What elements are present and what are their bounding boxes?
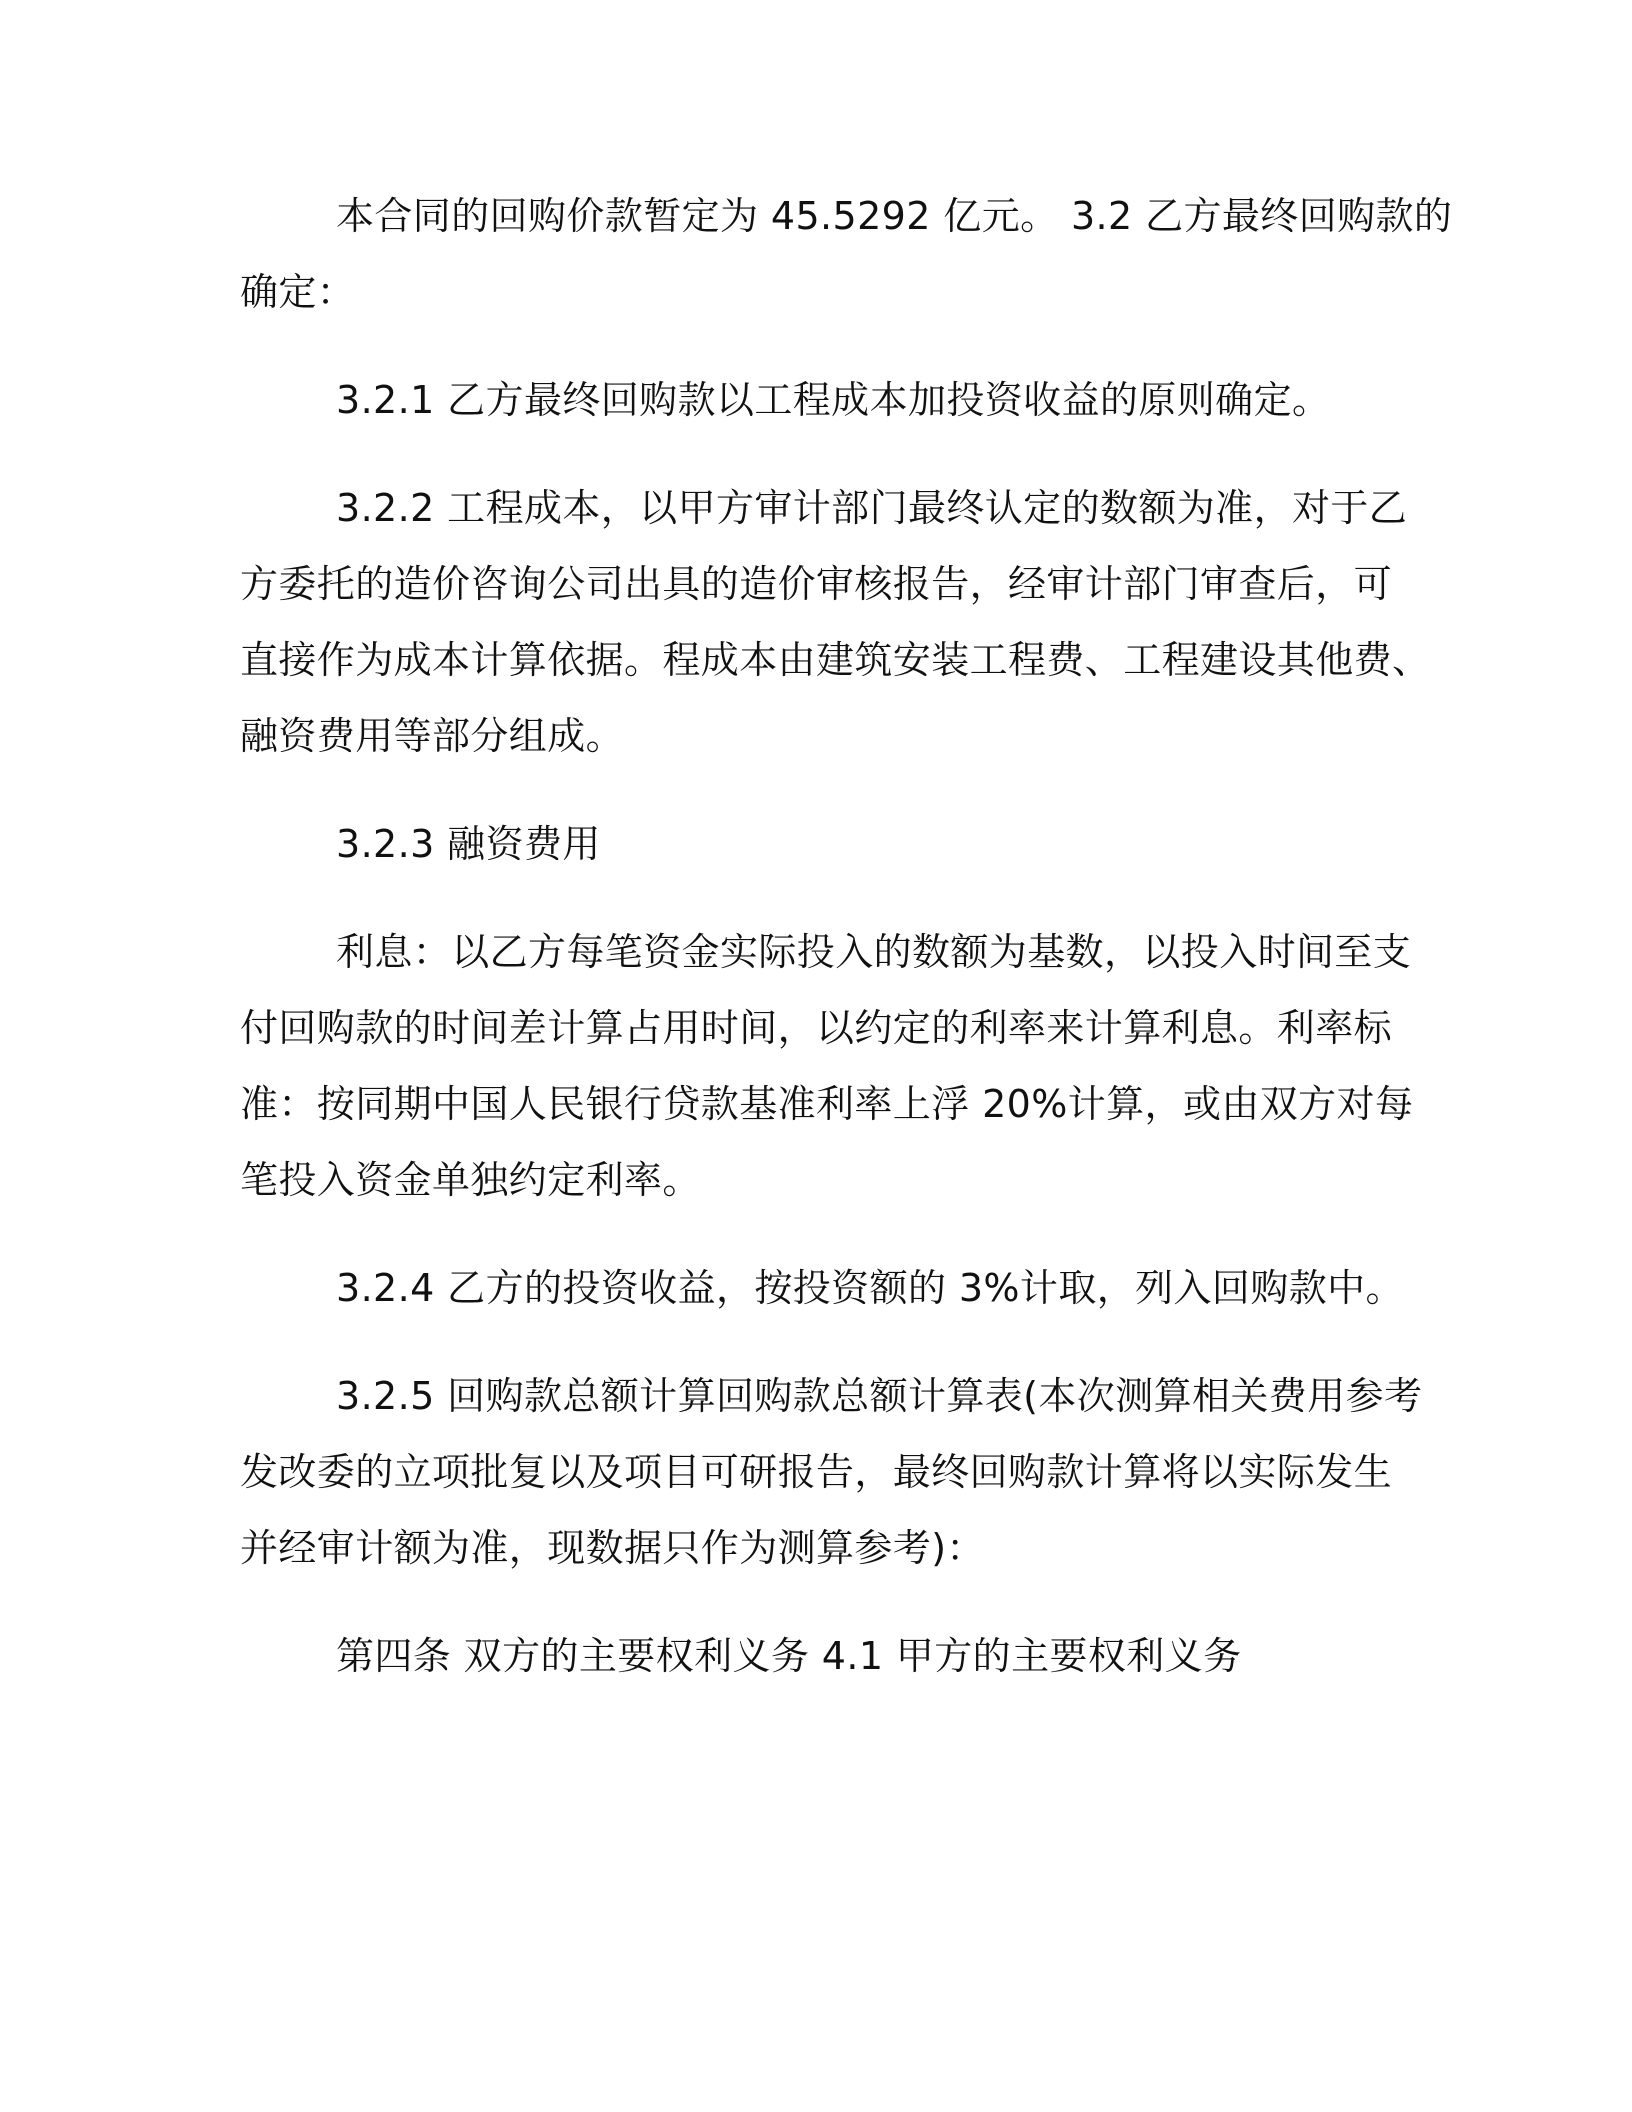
text-line: 准：按同期中国人民银行贷款基准利率上浮 20%计算，或由双方对每 bbox=[240, 1082, 1414, 1126]
text-line: 并经审计额为准，现数据只作为测算参考)： bbox=[240, 1526, 985, 1570]
text-line: 3.2.2 工程成本，以甲方审计部门最终认定的数额为准，对于乙 bbox=[336, 486, 1408, 530]
text-line: 方委托的造价咨询公司出具的造价审核报告，经审计部门审查后，可 bbox=[240, 562, 1393, 606]
text-line: 本合同的回购价款暂定为 45.5292 亿元。 3.2 乙方最终回购款的 bbox=[336, 194, 1453, 238]
text-line: 3.2.3 融资费用 bbox=[336, 822, 601, 866]
text-line: 付回购款的时间差计算占用时间，以约定的利率来计算利息。利率标 bbox=[240, 1006, 1393, 1050]
text-line: 确定： bbox=[240, 270, 356, 314]
text-line: 利息：以乙方每笔资金实际投入的数额为基数，以投入时间至支 bbox=[336, 930, 1412, 974]
text-line: 第四条 双方的主要权利义务 4.1 甲方的主要权利义务 bbox=[336, 1634, 1242, 1678]
text-line: 3.2.5 回购款总额计算回购款总额计算表(本次测算相关费用参考 bbox=[336, 1374, 1423, 1418]
text-line: 3.2.1 乙方最终回购款以工程成本加投资收益的原则确定。 bbox=[336, 378, 1331, 422]
text-line: 笔投入资金单独约定利率。 bbox=[240, 1158, 701, 1202]
text-line: 直接作为成本计算依据。程成本由建筑安装工程费、工程建设其他费、 bbox=[240, 638, 1431, 682]
text-line: 发改委的立项批复以及项目可研报告，最终回购款计算将以实际发生 bbox=[240, 1450, 1393, 1494]
text-line: 3.2.4 乙方的投资收益，按投资额的 3%计取，列入回购款中。 bbox=[336, 1266, 1404, 1310]
text-line: 融资费用等部分组成。 bbox=[240, 714, 625, 758]
